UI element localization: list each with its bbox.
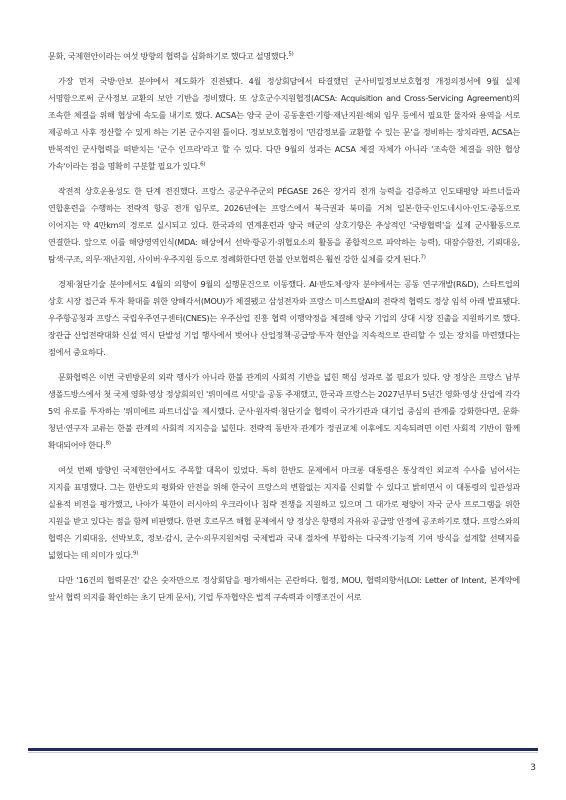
paragraph-1	[48, 48, 520, 65]
paragraph-text: 가장 먼저 국방·안보 분야에서 제도화가 진전됐다. 4월 정상회담에서 타결했던 군사비밀정보보호협정 개정의정서에 9월 실제 서명함으로써 군사정보 교환의 보안 기반을 정비했다. 또 상호군수지원협정(ACSA: Acquisition and Cross-Servicing Agreement)의 조속한 체결을 위해 협상에 속도를 내기로 했다. ACSA는 양국 군이 공동훈련·기항·재난지원·해외 임무 등에서 필요한 물자와 용역을 서로 제공하고 사후 정산할 수 있게 하는 기본 군수지원 틀이다. 정보보호협정이 '민감정보를 교환할 수 있는 문'을 정비하는 장치라면, ACSA는 반복적인 군사협력을 떠받치는 '군수 인프라'라고 할 수 있다. 다만 9월의 성과는 ACSA 체결 자체가 아니라 '조속한 체결을 위한 협상 가속'이라는 점을 명확히 구분할 필요가 있다.	[48, 76, 520, 171]
paragraph-3	[48, 183, 520, 268]
paragraph-4	[48, 276, 520, 361]
paragraph-2	[48, 73, 520, 175]
footer-rule-thin	[28, 752, 538, 753]
paragraph-text: 작전적 상호운용성도 한 단계 전진했다. 프랑스 공군우주군의 PÉGASE 26은 장거리 전개 능력을 검증하고 인도태평양 파트너들과 연합훈련을 수행하는 전략적 항공 전개 임무로, 2026년에는 프랑스에서 북극권과 북미를 거쳐 일본·한국·인도네시아·인도·중동으로 이어지는 약 4만km의 경로로 실시되고 있다. 한국과의 연계훈련과 양국 해군의 상호기항은 추상적인 '국방협력'을 실제 군사활동으로 연결한다. 앞으로 이를 해양영역인식(MDA: 해상에서 선박·항공기·위협요소의 활동을 종합적으로 파악하는 능력), 대잠수함전, 기뢰대응, 탐색·구조, 의무·재난지원, 사이버·우주지원 등으로 정례화한다면 한불 안보협력은 훨씬 강한 실체를 갖게 된다.	[48, 186, 520, 264]
footnote-ref: 7)	[420, 254, 426, 261]
footnote-ref: 8)	[105, 440, 111, 447]
paragraph-text: 문화, 국제현안이라는 여섯 방향의 협력을 심화하기로 했다고 설명했다.	[48, 51, 289, 61]
footer-rule	[28, 748, 538, 751]
page-number: 3	[530, 763, 536, 773]
paragraph-text: 경제·첨단기술 분야에서도 4월의 의향이 9월의 실행문건으로 이동했다. AI·반도체·양자 분야에서는 공동 연구개발(R&D), 스타트업의 상호 시장 접근과 투자 확대를 위한 양해각서(MOU)가 체결됐고 삼성전자와 프랑스 미스트랄AI의 전략적 협력도 정상 임석 아래 발표됐다. 우주항공청과 프랑스 국립우주연구센터(CNES)는 우주산업 진흥 협력 이행약정을 체결해 양국 기업의 상대 시장 진출을 지원하기로 했다. 장관급 산업전략대화 신설 역시 단발성 기업 행사에서 벗어나 산업정책·공급망·투자 현안을 지속적으로 관리할 수 있는 장치를 마련했다는 점에서 중요하다.	[48, 279, 520, 357]
footnote-ref: 9)	[132, 550, 139, 557]
paragraph-text: 여섯 번째 방향인 국제현안에서도 주목할 대목이 있었다. 특히 한반도 문제에서 마크롱 대통령은 통상적인 외교적 수사를 넘어서는 지지를 표명했다. 그는 한반도의 평화와 안전을 위해 한국이 프랑스의 변함없는 지지를 신뢰할 수 있다고 밝히면서 이 대통령의 일관성과 실용적 비전을 평가했고, 나아가 북한이 러시아의 우크라이나 침략 전쟁을 지원하고 있으며 그 대가로 평양이 자국 군사 프로그램을 위한 지원을 받고 있다는 점을 함께 비판했다. 한편 호르무즈 해협 문제에서 양 정상은 항행의 자유와 공급망 안정에 공조하기로 했다. 프랑스와의 협력은 기뢰대응, 선박보호, 정보·감시, 군수·의무지원처럼 국제법과 국내 절차에 부합하는 다국적·기능적 기여 방식을 설계할 선택지를 넓혔다는 데 의미가 있다.	[48, 465, 520, 560]
paragraph-7	[48, 572, 520, 606]
paragraph-text: 다만 '16건의 협력문건' 같은 숫자만으로 정상회담을 평가해서는 곤란하다. 협정, MOU, 협력의향서(LOI: Letter of Intent, 본계약에 앞서 협력 의지를 확인하는 초기 단계 문서), 기업 투자협약은 법적 구속력과 이행조건이 서로	[48, 575, 520, 602]
paragraph-text: 문화협력은 이번 국빈방문의 외곽 행사가 아니라 한불 관계의 사회적 기반을 넓힌 핵심 성과로 볼 필요가 있다. 양 정상은 프랑스 남부 생폴드방스에서 첫 국제 영화·영상 정상회의인 '뤼미에르 서밋'을 공동 주재했고, 한국과 프랑스는 2027년부터 5년간 영화·영상 산업에 각각 5억 유로를 투자하는 '뤼미에르 파트너십'을 제시했다. 군사·원자력·첨단기술 협력이 국가기관과 대기업 중심의 관계를 강화한다면, 문화·청년·연구자 교류는 한불 관계의 사회적 지지층을 넓힌다. 전략적 동반자 관계가 정권교체 이후에도 지속되려면 이런 사회적 기반이 함께 확대되어야 한다.	[48, 372, 521, 450]
footnote-ref: 5)	[288, 51, 294, 58]
paragraph-6	[48, 462, 520, 564]
footnote-ref: 6)	[200, 161, 206, 168]
paragraph-5	[48, 369, 520, 454]
body-text	[48, 48, 520, 614]
